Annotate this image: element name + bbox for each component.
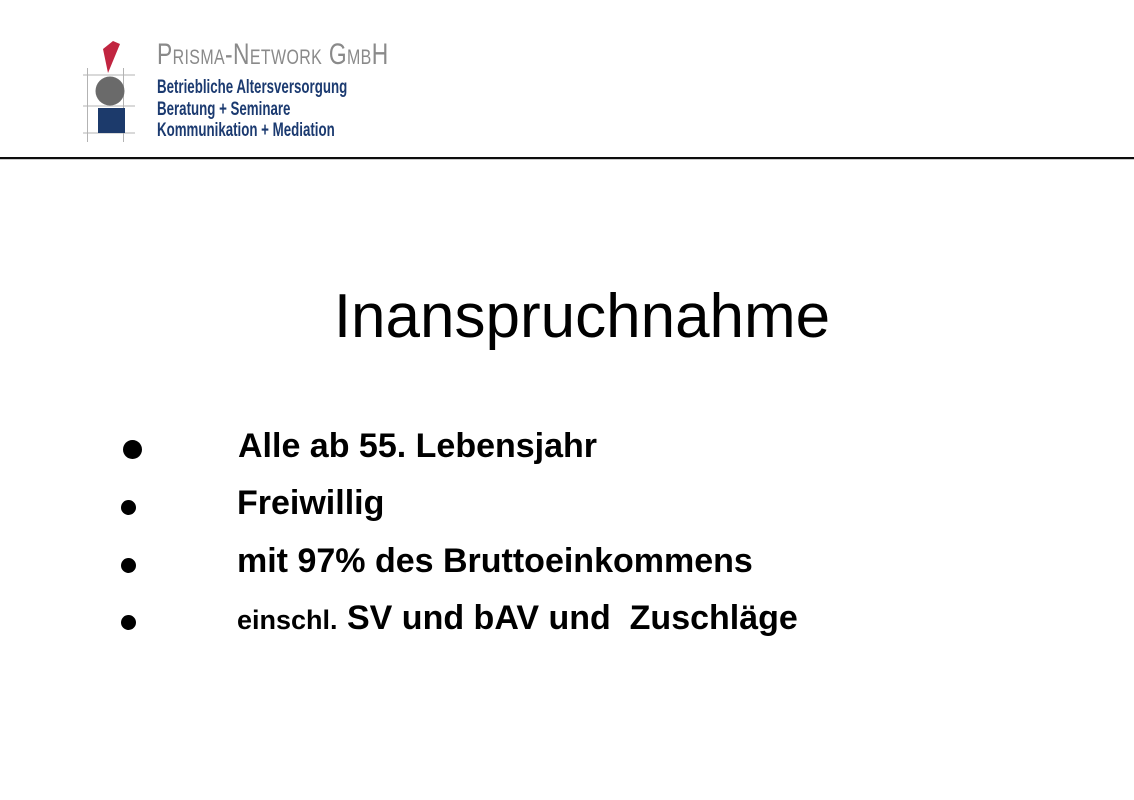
header-divider (0, 157, 1134, 160)
bullet-item (0, 426, 1134, 470)
page-title: Inanspruchnahme (333, 282, 831, 351)
logo-tagline (157, 77, 347, 142)
logo-circle-icon (96, 77, 125, 106)
logo-mark-icon (82, 36, 140, 146)
bullet-dot-icon (121, 615, 136, 630)
bullet-dot-icon (121, 500, 136, 515)
bullet-item (0, 598, 1134, 642)
bullet-item (0, 483, 1134, 527)
company-name: Prisma-Network GmbH (157, 38, 389, 71)
bullet-text-main: SV und bAV und Zuschläge (337, 599, 798, 637)
bullet-text: mit 97% des Bruttoeinkommens (237, 542, 753, 580)
bullet-text: Alle ab 55. Lebensjahr (238, 427, 598, 465)
tagline-line-1: Betriebliche Altersversorgung (157, 77, 348, 98)
bullet-text-prefix: einschl. (237, 605, 338, 635)
logo-square-icon (98, 108, 125, 133)
tagline-line-2: Beratung + Seminare (157, 98, 291, 120)
logo-triangle-icon (103, 41, 120, 73)
bullet-text: Freiwillig (237, 484, 385, 522)
tagline-line-3: Kommunikation + Mediation (157, 120, 335, 141)
logo (0, 0, 1134, 158)
bullet-dot-icon (121, 558, 136, 573)
bullet-item (0, 541, 1134, 585)
bullet-dot-icon (123, 440, 142, 459)
bullet-text (237, 598, 798, 640)
